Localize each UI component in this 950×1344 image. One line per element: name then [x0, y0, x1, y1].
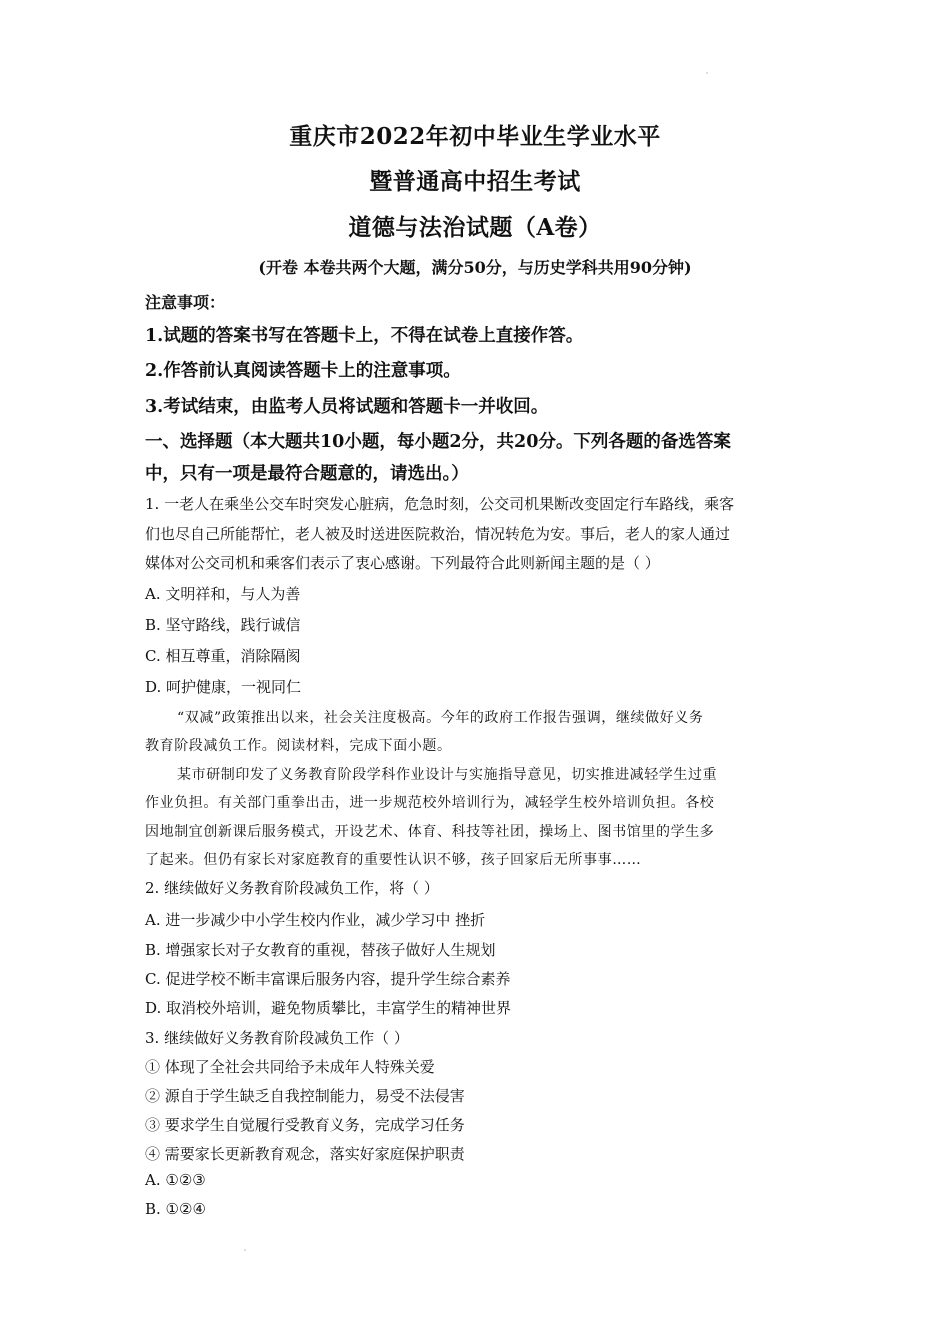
q2-option-d: D. 取消校外培训，避免物质攀比，丰富学生的精神世界	[145, 999, 512, 1017]
q3-statement: ① 体现了全社会共同给予未成年人特殊关爱	[145, 1058, 435, 1076]
exam-title-line1: 重庆市2022年初中毕业生学业水平	[289, 123, 661, 150]
q1-option-d: D. 呵护健康，一视同仁	[145, 678, 302, 696]
material-body-line: 了起来。但仍有家长对家庭教育的重要性认识不够，孩子回家后无所事事……	[145, 852, 642, 868]
exam-info: (开卷 本卷共两个大题，满分50分，与历史学科共用90分钟)	[258, 258, 692, 277]
exam-title-line3: 道德与法治试题（A卷）	[348, 214, 602, 241]
notes-heading: 注意事项：	[145, 293, 226, 312]
q1-stem-line: 1. 一老人在乘坐公交车时突发心脏病，危急时刻，公交司机果断改变固定行车路线，乘客	[145, 495, 735, 513]
note-item: 3.考试结束，由监考人员将试题和答题卡一并收回。	[145, 397, 549, 417]
q1-stem-line: 们也尽自己所能帮忙，老人被及时送进医院救治，情况转危为安。事后，老人的家人通过	[145, 525, 731, 543]
section1-heading-line1: 一、选择题（本大题共10小题，每小题2分，共20分。下列各题的备选答案	[145, 432, 731, 452]
q1-option-a: A. 文明祥和，与人为善	[145, 585, 301, 603]
note-item: 2.作答前认真阅读答题卡上的注意事项。	[145, 361, 461, 381]
q1-option-b: B. 坚守路线，践行诚信	[145, 616, 301, 634]
q2-stem: 2. 继续做好义务教育阶段减负工作，将（ ）	[145, 879, 439, 897]
material-body-line: 作业负担。有关部门重拳出击，进一步规范校外培训行为，减轻学生校外培训负担。各校	[145, 795, 715, 811]
scan-speck	[244, 1249, 246, 1251]
q3-option-a: A. ①②③	[145, 1171, 206, 1189]
q1-stem-line: 媒体对公交司机和乘客们表示了衷心感谢。下列最符合此则新闻主题的是（ ）	[145, 554, 660, 572]
material-intro-line: 教育阶段减负工作。阅读材料，完成下面小题。	[145, 738, 452, 754]
exam-title-line2: 暨普通高中招生考试	[369, 168, 581, 195]
q2-option-b: B. 增强家长对子女教育的重视，替孩子做好人生规划	[145, 941, 496, 959]
q2-option-c: C. 促进学校不断丰富课后服务内容，提升学生综合素养	[145, 970, 511, 988]
material-intro-line: “双减”政策推出以来，社会关注度极高。今年的政府工作报告强调，继续做好义务	[177, 710, 704, 726]
scan-speck	[706, 72, 708, 74]
q3-statement: ③ 要求学生自觉履行受教育义务，完成学习任务	[145, 1116, 465, 1134]
q1-option-c: C. 相互尊重，消除隔阂	[145, 647, 301, 665]
q3-statement: ④ 需要家长更新教育观念，落实好家庭保护职责	[145, 1145, 465, 1163]
q3-statement: ② 源自于学生缺乏自我控制能力，易受不法侵害	[145, 1087, 465, 1105]
q2-option-a: A. 进一步减少中小学生校内作业，减少学习中 挫折	[145, 911, 486, 929]
section1-heading-line2: 中，只有一项是最符合题意的，请选出。）	[145, 464, 469, 484]
q3-stem: 3. 继续做好义务教育阶段减负工作（ ）	[145, 1029, 409, 1047]
note-item: 1.试题的答案书写在答题卡上，不得在试卷上直接作答。	[145, 326, 584, 346]
q3-option-b: B. ①②④	[145, 1200, 206, 1218]
material-body-line: 因地制宜创新课后服务模式，开设艺术、体育、科技等社团，操场上、图书馆里的学生多	[145, 824, 715, 840]
material-body-line: 某市研制印发了义务教育阶段学科作业设计与实施指导意见，切实推进减轻学生过重	[177, 767, 718, 783]
